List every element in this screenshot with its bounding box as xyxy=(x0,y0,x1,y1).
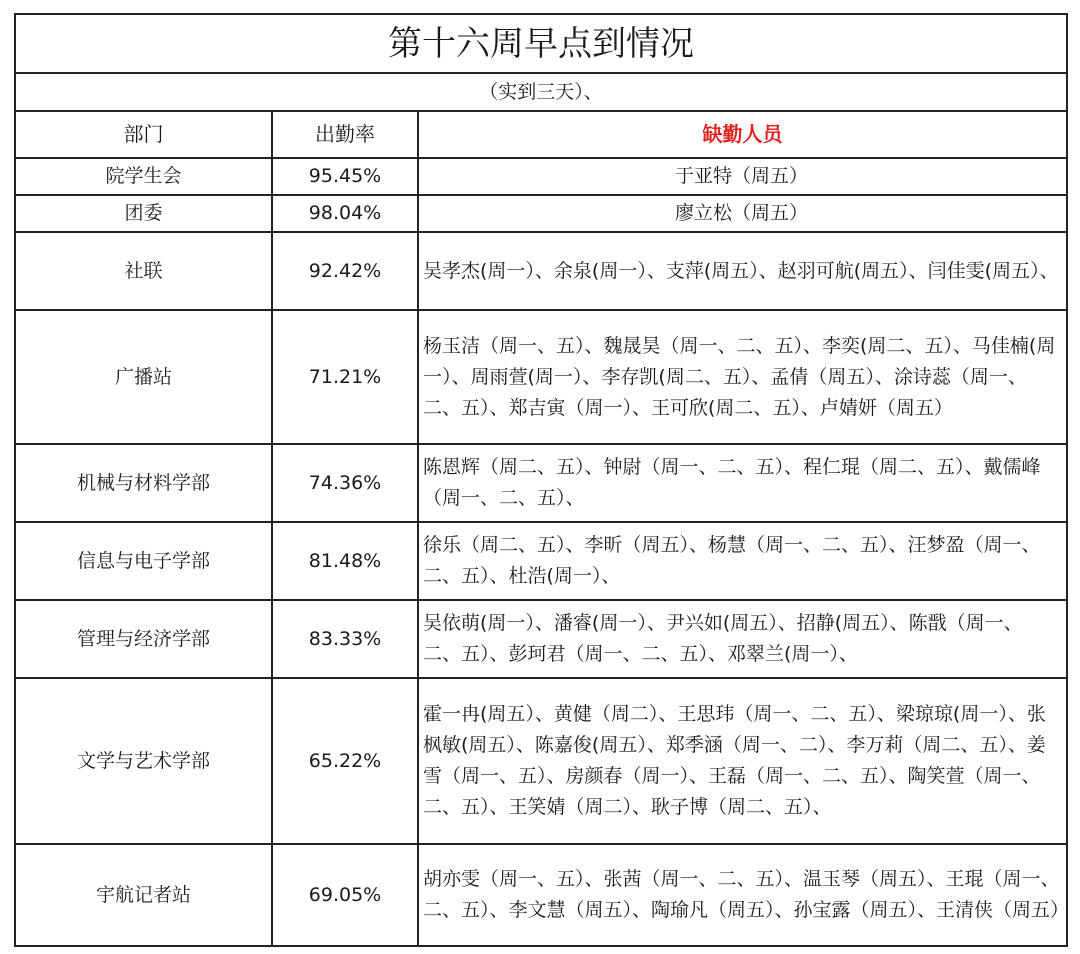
table-row xyxy=(15,678,1067,844)
absentees-cell: 霍一冉(周五）、黄健（周二）、王思玮（周一、二、五）、梁琼琼(周一）、张枫敏(周五）、陈嘉俊(周五）、郑季涵（周一、二）、李万莉（周二、五）、姜雪（周一、五）、房颜春（周一）、王磊（周一、二、五）、陶笑萱（周一、二、五）、王笑婧（周二）、耿子博（周二、五）、 xyxy=(418,678,1067,844)
table-row xyxy=(15,600,1067,678)
attendance-rate-cell: 74.36% xyxy=(272,444,418,522)
table-row xyxy=(15,158,1067,195)
absentees-cell: 徐乐（周二、五）、李昕（周五）、杨慧（周一、二、五）、汪梦盈（周一、二、五）、杜浩(周一）、 xyxy=(418,522,1067,600)
table-row xyxy=(15,195,1067,232)
table-row xyxy=(15,844,1067,946)
department-cell: 管理与经济学部 xyxy=(15,600,272,678)
absentees-cell: 吴孝杰(周一）、余泉(周一）、支萍(周五）、赵羽可航(周五）、闫佳雯(周五）、 xyxy=(418,232,1067,310)
title-row xyxy=(15,14,1067,73)
attendance-rate-cell: 69.05% xyxy=(272,844,418,946)
department-cell: 文学与艺术学部 xyxy=(15,678,272,844)
absentees-cell: 吴依萌(周一）、潘睿(周一）、尹兴如(周五）、招静(周五）、陈戬（周一、二、五）、彭珂君（周一、二、五）、邓翠兰(周一）、 xyxy=(418,600,1067,678)
header-absentees: 缺勤人员 xyxy=(418,111,1067,158)
header-attendance-rate: 出勤率 xyxy=(272,111,418,158)
sheet-subtitle: （实到三天）、 xyxy=(15,73,1067,111)
absentees-cell: 廖立松（周五） xyxy=(418,195,1067,232)
department-cell: 社联 xyxy=(15,232,272,310)
attendance-rate-cell: 81.48% xyxy=(272,522,418,600)
department-cell: 机械与材料学部 xyxy=(15,444,272,522)
absentees-cell: 胡亦雯（周一、五）、张茜（周一、二、五）、温玉琴（周五）、王琨（周一、二、五）、李文慧（周五）、陶瑜凡（周五）、孙宝露（周五）、王清侠（周五） xyxy=(418,844,1067,946)
attendance-rate-cell: 92.42% xyxy=(272,232,418,310)
department-cell: 信息与电子学部 xyxy=(15,522,272,600)
table-row xyxy=(15,232,1067,310)
attendance-rate-cell: 65.22% xyxy=(272,678,418,844)
attendance-sheet xyxy=(14,13,1070,947)
absentees-cell: 杨玉洁（周一、五）、魏晟昊（周一、二、五）、李奕(周二、五）、马佳楠(周一）、周雨萱(周一）、李存凯(周二、五）、孟倩（周五）、涂诗蕊（周一、二、五）、郑吉寅（周一）、王可欣(周二、五）、卢婧妍（周五） xyxy=(418,310,1067,444)
sheet-title: 第十六周早点到情况 xyxy=(15,14,1067,73)
table-row xyxy=(15,444,1067,522)
department-cell: 宇航记者站 xyxy=(15,844,272,946)
header-department: 部门 xyxy=(15,111,272,158)
absentees-cell: 陈恩辉（周二、五）、钟尉（周一、二、五）、程仁琨（周二、五）、戴儒峰（周一、二、五）、 xyxy=(418,444,1067,522)
attendance-rate-cell: 71.21% xyxy=(272,310,418,444)
table-row xyxy=(15,310,1067,444)
absentees-cell: 于亚特（周五） xyxy=(418,158,1067,195)
department-cell: 团委 xyxy=(15,195,272,232)
attendance-rate-cell: 83.33% xyxy=(272,600,418,678)
attendance-rate-cell: 95.45% xyxy=(272,158,418,195)
subtitle-row xyxy=(15,73,1067,111)
attendance-table xyxy=(14,13,1068,947)
header-row xyxy=(15,111,1067,158)
department-cell: 广播站 xyxy=(15,310,272,444)
department-cell: 院学生会 xyxy=(15,158,272,195)
table-row xyxy=(15,522,1067,600)
attendance-rate-cell: 98.04% xyxy=(272,195,418,232)
